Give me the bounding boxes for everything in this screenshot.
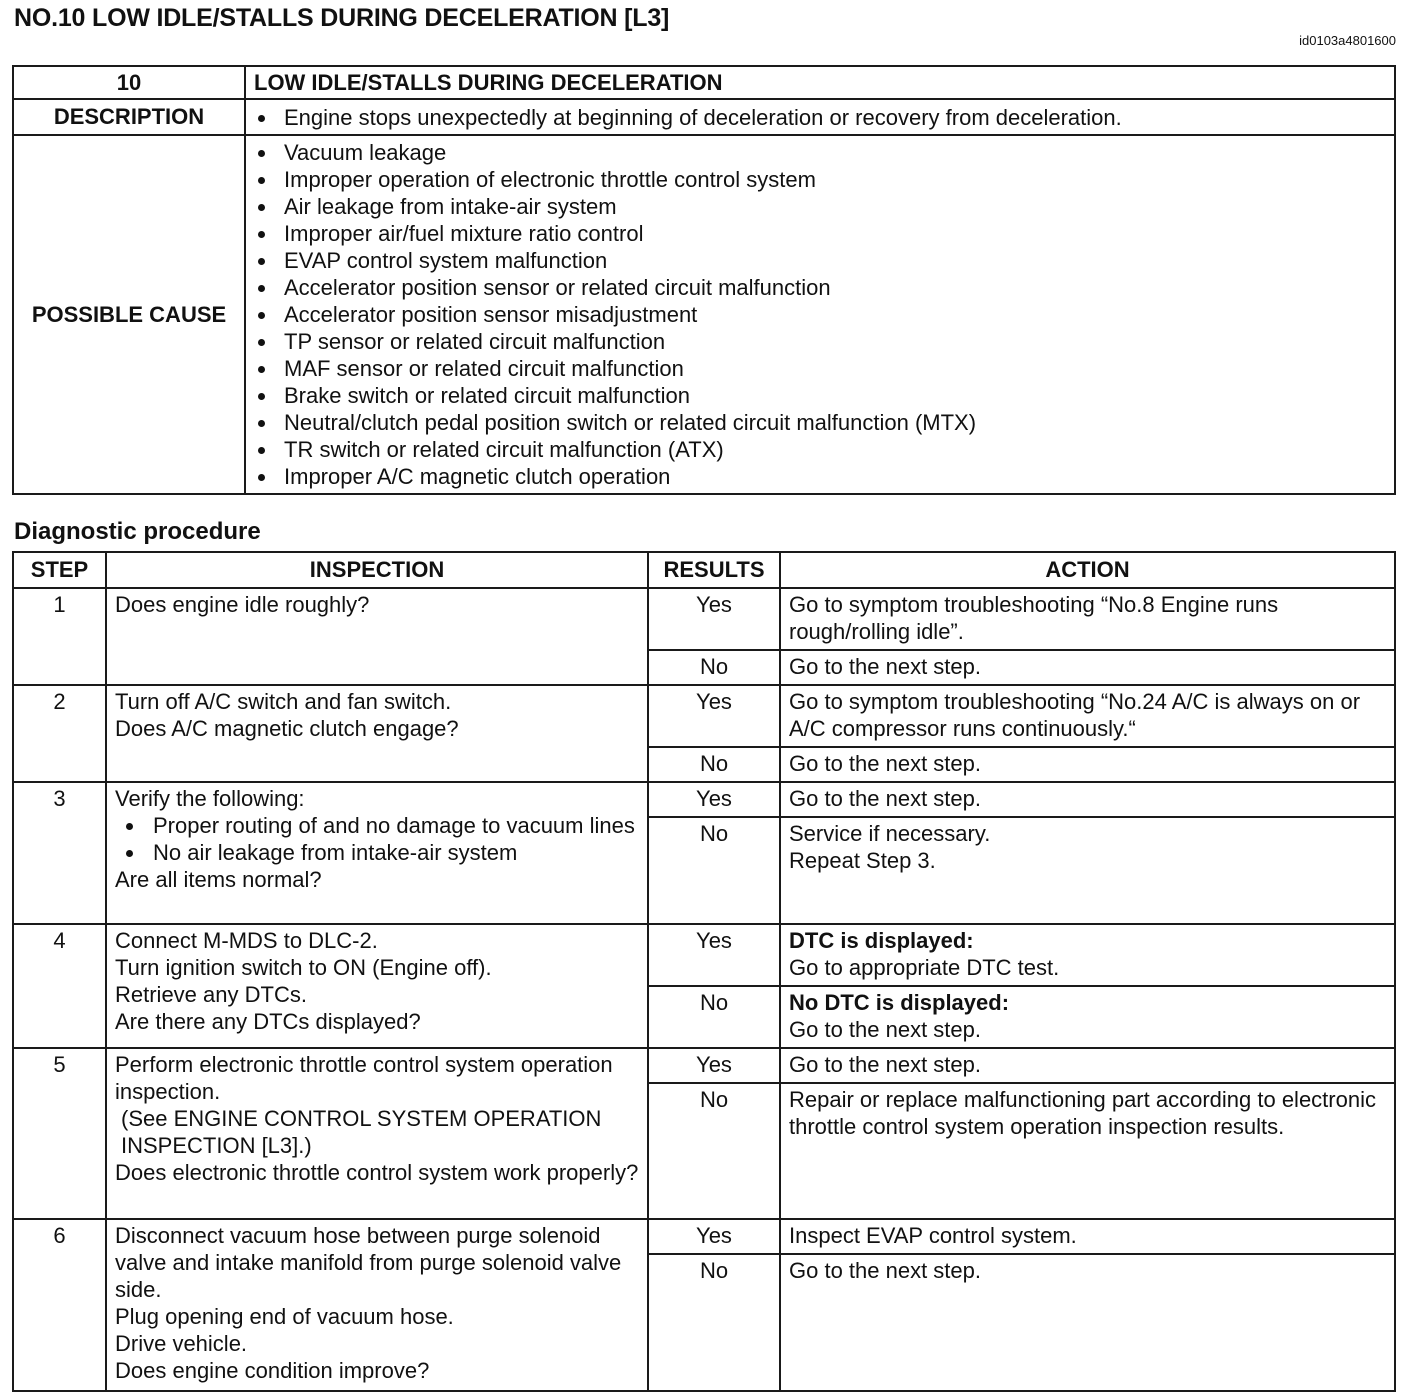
step-inspection [106, 924, 648, 1048]
description-text: Engine stops unexpectedly at beginning of deceleration or recovery from deceleration. [246, 104, 1394, 131]
inspection-line: Verify the following: [115, 786, 305, 811]
inspection-line: Retrieve any DTCs. [115, 982, 307, 1007]
symptom-header-row [13, 66, 1395, 99]
col-step: STEP [13, 552, 106, 588]
step-inspection [106, 588, 648, 685]
action-yes [780, 1048, 1395, 1083]
action-line: Go to the next step. [789, 1017, 982, 1042]
description-label: DESCRIPTION [13, 99, 245, 135]
procedure-table [12, 551, 1396, 1392]
inspection-bullet: No air leakage from intake-air system [115, 839, 639, 866]
result-yes: Yes [648, 924, 780, 986]
col-results: RESULTS [648, 552, 780, 588]
action-line: Go to symptom troubleshooting “No.24 A/C is always on or A/C compressor runs continuously.“ [789, 689, 1361, 741]
action-no [780, 817, 1395, 924]
inspection-line: Turn off A/C switch and fan switch. [115, 689, 452, 714]
inspection-line: (See ENGINE CONTROL SYSTEM OPERATION INSPECTION [L3].) [121, 1106, 602, 1158]
step-inspection [106, 1219, 648, 1391]
col-inspection: INSPECTION [106, 552, 648, 588]
symptom-table [12, 65, 1396, 495]
cause-row [13, 135, 1395, 494]
result-yes: Yes [648, 1219, 780, 1254]
procedure-header-row [13, 552, 1395, 588]
inspection-line: Disconnect vacuum hose between purge solenoid valve and intake manifold from purge solenoid valve side. [115, 1223, 622, 1302]
inspection-line: Turn ignition switch to ON (Engine off). [115, 955, 492, 980]
action-no [780, 1083, 1395, 1219]
step-row-yes [13, 782, 1395, 817]
inspection-bullets [115, 812, 639, 866]
step-inspection [106, 685, 648, 782]
cause-label: POSSIBLE CAUSE [13, 135, 245, 494]
step-row-yes [13, 588, 1395, 650]
description-list [246, 104, 1394, 131]
action-line: Inspect EVAP control system. [789, 1223, 1077, 1248]
inspection-line: Drive vehicle. [115, 1331, 248, 1356]
symptom-name: LOW IDLE/STALLS DURING DECELERATION [245, 66, 1395, 99]
cause-item: MAF sensor or related circuit malfunction [246, 355, 1394, 382]
col-action: ACTION [780, 552, 1395, 588]
cause-item: Improper A/C magnetic clutch operation [246, 463, 1394, 490]
procedure-heading: Diagnostic procedure [14, 518, 261, 545]
inspection-line: Does engine condition improve? [115, 1358, 430, 1383]
result-no: No [648, 986, 780, 1048]
step-number: 6 [13, 1219, 106, 1391]
result-no: No [648, 1254, 780, 1391]
result-yes: Yes [648, 782, 780, 817]
cause-item: EVAP control system malfunction [246, 247, 1394, 274]
action-line: Go to the next step. [789, 1258, 982, 1283]
cause-item: TP sensor or related circuit malfunction [246, 328, 1394, 355]
action-line: Go to the next step. [789, 654, 982, 679]
inspection-line: Plug opening end of vacuum hose. [115, 1304, 454, 1329]
action-line: Go to symptom troubleshooting “No.8 Engine runs rough/rolling idle”. [789, 592, 1279, 644]
step-number: 4 [13, 924, 106, 1048]
inspection-line: Does engine idle roughly? [115, 592, 370, 617]
step-row-yes [13, 1048, 1395, 1083]
action-heading: No DTC is displayed: [789, 990, 1010, 1015]
cause-list [246, 139, 1394, 490]
action-line: Go to the next step. [789, 786, 982, 811]
action-yes [780, 1219, 1395, 1254]
step-number: 2 [13, 685, 106, 782]
symptom-number: 10 [13, 66, 245, 99]
description-row [13, 99, 1395, 135]
action-line: Service if necessary. [789, 821, 991, 846]
action-yes [780, 588, 1395, 650]
inspection-line: Does A/C magnetic clutch engage? [115, 716, 459, 741]
step-row-yes [13, 924, 1395, 986]
action-no [780, 650, 1395, 685]
action-no [780, 1254, 1395, 1391]
inspection-line: Perform electronic throttle control system operation inspection. [115, 1052, 613, 1104]
cause-item: Air leakage from intake-air system [246, 193, 1394, 220]
action-no [780, 986, 1395, 1048]
step-row-yes [13, 1219, 1395, 1254]
cause-item: Brake switch or related circuit malfunction [246, 382, 1394, 409]
cause-item: Improper air/fuel mixture ratio control [246, 220, 1394, 247]
action-heading: DTC is displayed: [789, 928, 974, 953]
result-yes: Yes [648, 1048, 780, 1083]
cause-item: Accelerator position sensor misadjustment [246, 301, 1394, 328]
step-number: 3 [13, 782, 106, 924]
action-yes [780, 924, 1395, 986]
inspection-line: Connect M-MDS to DLC-2. [115, 928, 378, 953]
action-yes [780, 685, 1395, 747]
action-line: Repair or replace malfunctioning part according to electronic throttle control system operation inspection results. [789, 1087, 1376, 1139]
action-line: Go to appropriate DTC test. [789, 955, 1060, 980]
action-no [780, 747, 1395, 782]
action-line: Go to the next step. [789, 1052, 982, 1077]
result-no: No [648, 817, 780, 924]
result-yes: Yes [648, 685, 780, 747]
result-yes: Yes [648, 588, 780, 650]
result-no: No [648, 747, 780, 782]
action-yes [780, 782, 1395, 817]
step-row-yes [13, 685, 1395, 747]
inspection-line: Are all items normal? [115, 867, 322, 892]
action-line: Go to the next step. [789, 751, 982, 776]
step-inspection [106, 782, 648, 924]
cause-item: TR switch or related circuit malfunction (ATX) [246, 436, 1394, 463]
step-number: 5 [13, 1048, 106, 1219]
inspection-bullet: Proper routing of and no damage to vacuum lines [115, 812, 639, 839]
cause-item: Accelerator position sensor or related circuit malfunction [246, 274, 1394, 301]
inspection-line: Are there any DTCs displayed? [115, 1009, 421, 1034]
cause-item: Improper operation of electronic throttle control system [246, 166, 1394, 193]
cause-item: Neutral/clutch pedal position switch or related circuit malfunction (MTX) [246, 409, 1394, 436]
cause-item: Vacuum leakage [246, 139, 1394, 166]
result-no: No [648, 1083, 780, 1219]
step-inspection [106, 1048, 648, 1219]
document-id: id0103a4801600 [1299, 33, 1396, 48]
page-title: NO.10 LOW IDLE/STALLS DURING DECELERATION [L3] [14, 4, 670, 32]
step-number: 1 [13, 588, 106, 685]
result-no: No [648, 650, 780, 685]
procedure-body [13, 588, 1395, 1391]
action-line: Repeat Step 3. [789, 848, 936, 873]
inspection-line: Does electronic throttle control system work properly? [115, 1160, 639, 1185]
